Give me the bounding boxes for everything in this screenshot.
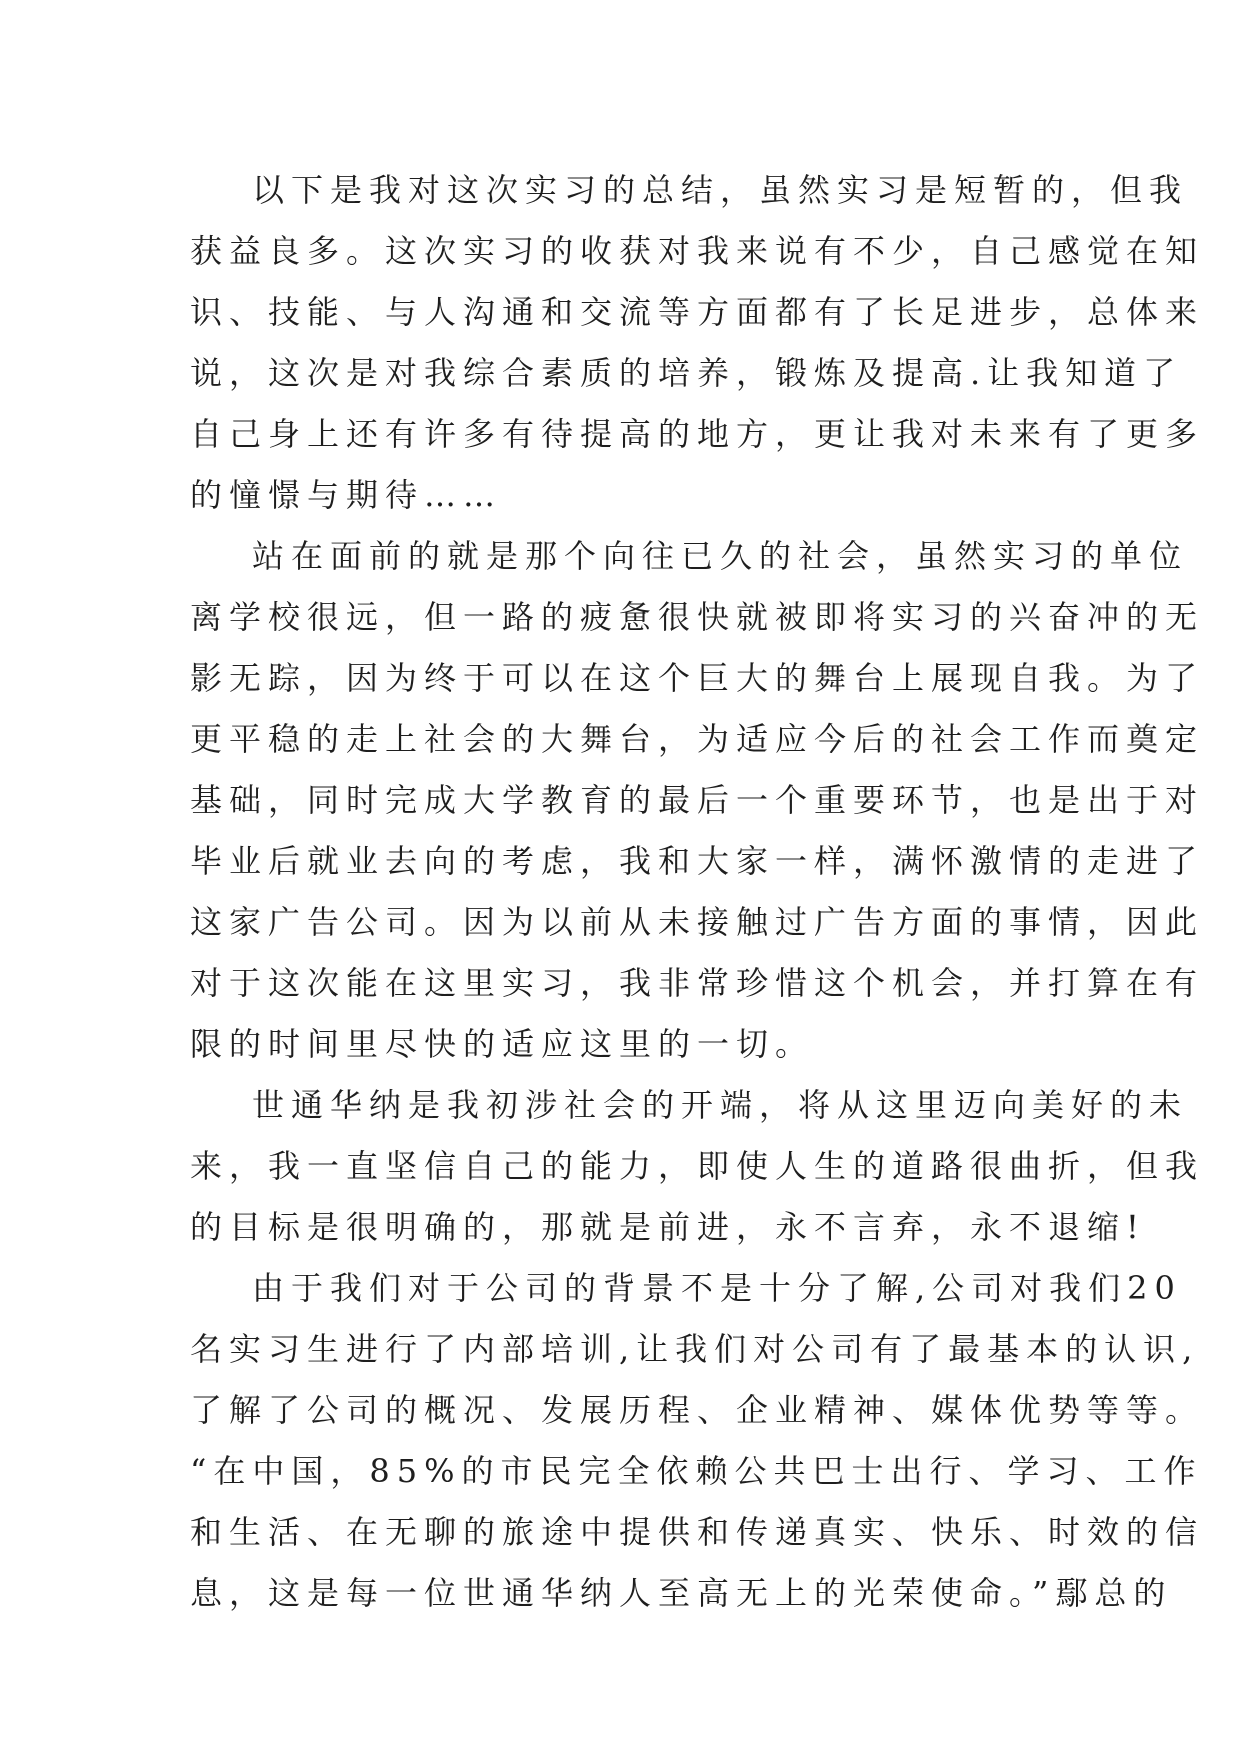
text-line: 毕业后就业去向的考虑，我和大家一样，满怀激情的走进了 [190, 842, 1205, 880]
text-line: 识、技能、与人沟通和交流等方面都有了长足进步，总体来 [190, 293, 1205, 331]
text-line: 由于我们对于公司的背景不是十分了解,公司对我们20 [252, 1269, 1182, 1307]
text-line: 基础，同时完成大学教育的最后一个重要环节，也是出于对 [190, 781, 1205, 819]
text-line: 了解了公司的概况、发展历程、企业精神、媒体优势等等。 [190, 1391, 1205, 1429]
text-line: 息，这是每一位世通华纳人至高无上的光荣使命。”鄢总的 [190, 1574, 1173, 1612]
text-line: 限的时间里尽快的适应这里的一切。 [190, 1025, 815, 1063]
text-line: 影无踪，因为终于可以在这个巨大的舞台上展现自我。为了 [190, 659, 1205, 697]
text-line: 对于这次能在这里实习，我非常珍惜这个机会，并打算在有 [190, 964, 1205, 1002]
paragraph [190, 160, 1205, 526]
text-line: 的目标是很明确的，那就是前进，永不言弃，永不退缩! [190, 1208, 1146, 1246]
text-line: 说，这次是对我综合素质的培养，锻炼及提高.让我知道了 [190, 354, 1183, 392]
text-line: “在中国，85%的市民完全依赖公共巴士出行、学习、工作 [190, 1452, 1203, 1490]
paragraph [190, 1075, 1205, 1258]
text-line: 离学校很远，但一路的疲惫很快就被即将实习的兴奋冲的无 [190, 598, 1205, 636]
paragraph [190, 526, 1205, 1075]
text-line: 以下是我对这次实习的总结，虽然实习是短暂的，但我 [252, 171, 1189, 209]
text-line: 和生活、在无聊的旅途中提供和传递真实、快乐、时效的信 [190, 1513, 1205, 1551]
text-line: 名实习生进行了内部培训,让我们对公司有了最基本的认识, [190, 1330, 1200, 1368]
text-line: 这家广告公司。因为以前从未接触过广告方面的事情，因此 [190, 903, 1205, 941]
document-body [190, 160, 1205, 1624]
text-line: 更平稳的走上社会的大舞台，为适应今后的社会工作而奠定 [190, 720, 1205, 758]
text-line: 自己身上还有许多有待提高的地方，更让我对未来有了更多 [190, 415, 1205, 453]
text-line: 世通华纳是我初涉社会的开端，将从这里迈向美好的未 [252, 1086, 1189, 1124]
text-line: 站在面前的就是那个向往已久的社会，虽然实习的单位 [252, 537, 1189, 575]
text-line: 获益良多。这次实习的收获对我来说有不少，自己感觉在知 [190, 232, 1205, 270]
paragraph [190, 1258, 1205, 1624]
text-line: 的憧憬与期待…… [190, 476, 503, 514]
text-line: 来，我一直坚信自己的能力，即使人生的道路很曲折，但我 [190, 1147, 1205, 1185]
